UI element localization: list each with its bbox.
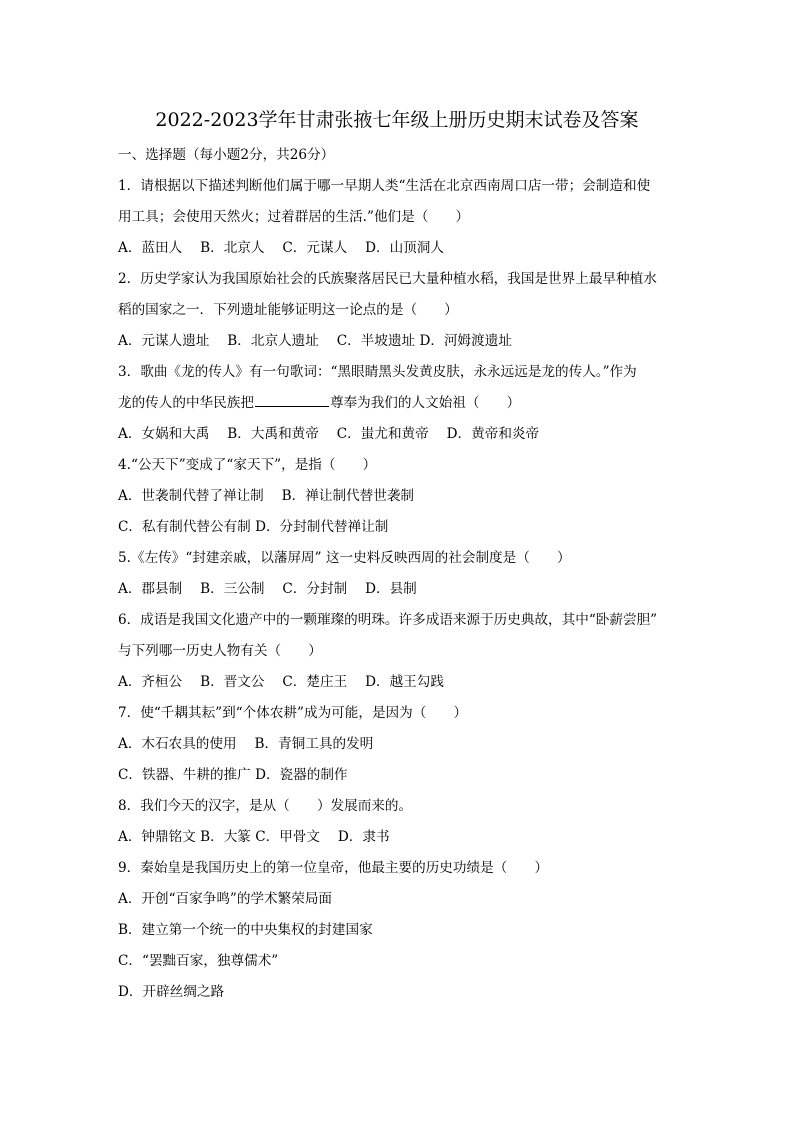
question-4-line-1: 4.“公天下”变成了“家天下”，是指（ ） [118,457,377,473]
question-7-options-cd: C．铁器、牛耕的推广 D．瓷器的制作 [118,767,348,783]
answer-blank [255,394,329,407]
document-title: 2022-2023学年甘肃张掖七年级上册历史期末试卷及答案 [155,109,639,131]
question-7-options-ab: A．木石农具的使用 B．青铜工具的发明 [118,736,374,752]
section-heading: 一、选择题（每小题2分，共26分） [118,147,335,163]
question-3-line-2-end: 尊奉为我们的人文始祖（ ） [329,395,521,411]
question-9-option-d: D．开辟丝绸之路 [118,984,225,1000]
question-1-line-2: 用工具；会使用天然火；过着群居的生活.”他们是（ ） [118,209,470,225]
question-6-line-2: 与下列哪一历史人物有关（ ） [118,643,322,659]
question-2-line-2: 稻的国家之一．下列遗址能够证明这一论点的是（ ） [118,302,458,318]
question-5-line-1: 5.《左传》“封建亲戚，以藩屏周” 这一史料反映西周的社会制度是（ ） [118,550,571,566]
question-9-option-b: B．建立第一个统一的中央集权的封建国家 [118,922,373,938]
question-3-options: A．女娲和大禹 B．大禹和黄帝 C．蚩尤和黄帝 D．黄帝和炎帝 [118,426,540,442]
question-2-options: A．元谋人遗址 B．北京人遗址 C．半坡遗址 D．河姆渡遗址 [118,333,512,349]
question-3-line-1: 3．歌曲《龙的传人》有一句歌词：“黑眼睛黑头发黄皮肤，永永远远是龙的传人。”作为 [118,364,637,380]
question-1-line-1: 1．请根据以下描述判断他们属于哪一早期人类“生活在北京西南周口店一带；会制造和使 [118,178,651,194]
question-8-options: A．钟鼎铭文 B．大篆 C．甲骨文 D．隶书 [118,829,390,845]
question-9-line-1: 9．秦始皇是我国历史上的第一位皇帝，他最主要的历史功绩是（ ） [118,860,549,876]
question-4-options-cd: C．私有制代替公有制 D．分封制代替禅让制 [118,519,389,535]
question-4-options-ab: A．世袭制代替了禅让制 B．禅让制代替世袭制 [118,488,415,504]
question-8-line-1: 8．我们今天的汉字，是从（ ）发展而来的。 [118,798,413,814]
question-7-line-1: 7．使“千耦其耘”到“个体农耕”成为可能，是因为（ ） [118,705,468,721]
question-1-options: A．蓝田人 B．北京人 C．元谋人 D．山顶洞人 [118,240,444,256]
question-9-option-a: A．开创“百家争鸣”的学术繁荣局面 [118,891,333,907]
question-6-options: A．齐桓公 B．晋文公 C．楚庄王 D．越王勾践 [118,674,444,690]
question-3-line-2 [118,391,520,415]
question-5-options: A．郡县制 B．三公制 C．分封制 D．县制 [118,581,417,597]
question-3-line-2-start: 龙的传人的中华民族把 [118,395,254,411]
question-9-option-c: C．“罢黜百家，独尊儒术” [118,953,279,969]
question-2-line-1: 2．历史学家认为我国原始社会的氏族聚落居民已大量种植水稻，我国是世界上最早种植水 [118,271,657,287]
question-6-line-1: 6．成语是我国文化遗产中的一颗璀璨的明珠。许多成语来源于历史典故，其中“卧薪尝胆” [118,612,658,628]
